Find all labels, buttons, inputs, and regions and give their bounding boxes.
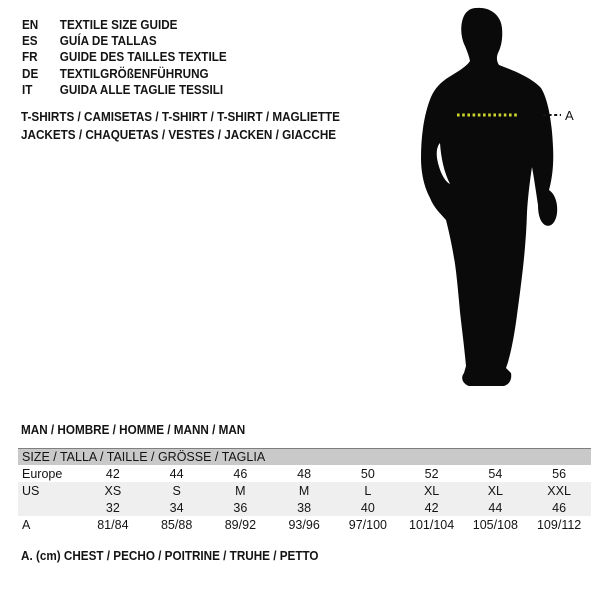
table-cell: 81/84 — [97, 517, 129, 532]
language-label: GUIDE DES TAILLES TEXTILE — [59, 49, 227, 65]
table-cell: 34 — [169, 500, 184, 515]
table-cell: XL — [487, 483, 504, 498]
section-title-man: MAN / HOMBRE / HOMME / MANN / MAN — [21, 422, 246, 437]
table-cell: 40 — [360, 500, 375, 515]
table-cell: 54 — [488, 466, 503, 481]
table-cell: XXL — [547, 483, 571, 498]
table-cell: 36 — [233, 500, 248, 515]
table-row-label: US — [22, 483, 40, 498]
table-row — [18, 499, 591, 516]
measure-label-a: A — [565, 108, 574, 123]
table-cell: 42 — [424, 500, 439, 515]
table-row-label: Europe — [22, 466, 63, 481]
table-cell: 44 — [488, 500, 503, 515]
size-table-body — [18, 465, 591, 533]
table-cell: 48 — [297, 466, 312, 481]
language-label: TEXTILE SIZE GUIDE — [59, 16, 178, 32]
table-cell: 109/112 — [536, 517, 582, 532]
table-cell: 46 — [552, 500, 567, 515]
table-cell: 101/104 — [409, 517, 455, 532]
language-code: FR — [22, 49, 38, 65]
table-cell: 93/96 — [288, 517, 320, 532]
man-silhouette-shape — [421, 8, 557, 386]
table-cell: S — [172, 483, 181, 498]
table-row — [18, 482, 591, 499]
table-cell: 38 — [297, 500, 312, 515]
table-cell: 97/100 — [348, 517, 387, 532]
table-row-label: A — [22, 517, 31, 532]
table-cell: XL — [423, 483, 440, 498]
table-cell: 50 — [360, 466, 375, 481]
table-cell: 42 — [105, 466, 120, 481]
table-cell: M — [235, 483, 246, 498]
language-label: TEXTILGRÖßENFÜHRUNG — [59, 65, 209, 81]
table-cell: 44 — [169, 466, 184, 481]
table-cell: M — [298, 483, 310, 498]
language-code: EN — [22, 16, 39, 32]
table-cell: 105/108 — [472, 517, 518, 532]
measurement-footnote: A. (cm) CHEST / PECHO / POITRINE / TRUHE / PETTO — [21, 548, 319, 563]
category-line: T-SHIRTS / CAMISETAS / T-SHIRT / T-SHIRT / MAGLIETTE — [21, 109, 340, 124]
table-cell: L — [364, 483, 372, 498]
table-cell: 46 — [233, 466, 248, 481]
table-cell: 56 — [552, 466, 567, 481]
table-cell: 32 — [105, 500, 120, 515]
table-row — [18, 516, 591, 533]
category-line: JACKETS / CHAQUETAS / VESTES / JACKEN / GIACCHE — [21, 126, 337, 142]
language-code: ES — [22, 33, 38, 49]
table-cell: XS — [104, 483, 122, 498]
language-label: GUÍA DE TALLAS — [59, 33, 157, 49]
table-cell: 52 — [424, 466, 439, 481]
table-cell: 85/88 — [160, 517, 193, 532]
language-code: IT — [22, 82, 33, 98]
size-table — [18, 448, 591, 533]
table-row — [18, 465, 591, 482]
language-label: GUIDA ALLE TAGLIE TESSILI — [59, 82, 224, 98]
table-cell: 89/92 — [224, 517, 257, 532]
language-code: DE — [22, 65, 39, 81]
size-table-header: SIZE / TALLA / TAILLE / GRÖSSE / TAGLIA — [18, 448, 591, 465]
